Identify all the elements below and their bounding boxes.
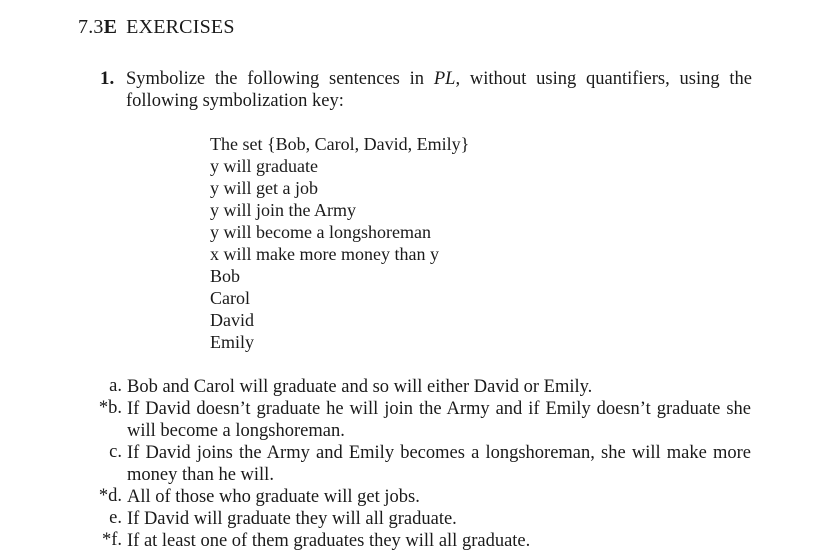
section-number: 7.3E [78, 16, 118, 38]
key-value: y will get a job [210, 178, 318, 198]
item-label: e. [109, 508, 122, 528]
key-value: x will make more money than y [210, 244, 439, 264]
key-value: Carol [210, 288, 250, 308]
section-heading [78, 16, 235, 39]
exercise-number: 1. [100, 68, 115, 89]
item-label: a. [109, 376, 122, 396]
item-text: If at least one of them graduates they will all graduate. [127, 531, 531, 551]
key-value: y will become a longshoreman [210, 222, 431, 242]
item-text: If David will graduate they will all graduate. [127, 509, 457, 529]
key-value: Bob [210, 266, 241, 286]
key-value: The set {Bob, Carol, David, Emily} [210, 134, 470, 154]
key-value: y will join the Army [210, 200, 356, 220]
item-label: *f. [101, 530, 122, 550]
section-title: EXERCISES [126, 16, 235, 38]
item-text: If David joins the Army and Emily becomes a longshoreman, she will make more money than he will. [127, 443, 751, 485]
item-text: If David doesn’t graduate he will join the Army and if Emily doesn’t graduate she will become a longshoreman. [127, 399, 751, 441]
item-text: All of those who graduate will get jobs. [127, 487, 420, 507]
item-label: c. [109, 442, 122, 462]
language-name: PL [433, 69, 456, 89]
item-label: *b. [98, 398, 122, 418]
item-label: *d. [98, 486, 122, 506]
exercise-prompt: Symbolize the following sentences in PL, without using quantifiers, using the following symbolization key: [126, 69, 752, 111]
key-value: y will graduate [210, 156, 318, 176]
item-text: Bob and Carol will graduate and so will either David or Emily. [127, 377, 593, 397]
key-value: Emily [210, 332, 254, 352]
key-value: David [210, 310, 254, 330]
